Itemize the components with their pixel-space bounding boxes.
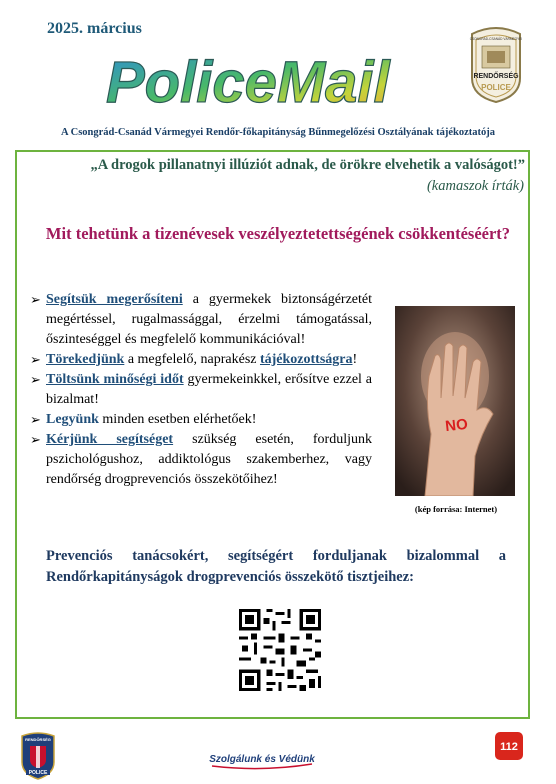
arrow-bullet-icon: ➢ <box>30 292 41 307</box>
badge-mid-text: RENDŐRSÉG <box>473 73 519 80</box>
quote-source: (kamaszok írták) <box>426 178 524 194</box>
tip-text: a megfelelő, naprakész <box>124 352 260 367</box>
arrow-bullet-icon: ➢ <box>30 432 41 447</box>
tip-strong: Kérjünk segítséget <box>46 432 174 447</box>
tip-item <box>30 370 372 410</box>
tip-strong: Legyünk <box>46 412 99 427</box>
tip-text: a gyermekek biztonságérzetét megértéssel, rugalmassággal, érzelmi támogatással, őszinteséggel és megfelelő kommunikációval! <box>46 292 372 347</box>
bottom-badge-bottom-text: POLICE <box>28 770 48 776</box>
question-heading: Mit tehetünk a tizenévesek veszélyeztetettségének csökkentéséért? <box>45 224 511 243</box>
motto-text: Szolgálunk és Védünk <box>209 754 315 765</box>
tip-strong: Törekedjünk <box>46 352 125 367</box>
tip-strong: Töltsünk minőségi időt <box>46 372 184 387</box>
emergency-112-logo <box>495 732 523 760</box>
tip-item <box>30 430 372 490</box>
tip-text: gyermekeinkkel, erősítve ezzel a bizalmat! <box>46 372 372 407</box>
photo-credit: (kép forrása: Internet) <box>414 504 498 514</box>
motto-logo <box>208 748 316 770</box>
logo-text: PoliceMail <box>106 50 390 114</box>
tips-list <box>30 290 372 490</box>
policemail-logo <box>98 44 428 114</box>
quote-text: „A drogok pillanatnyi illúziót adnak, de örökre elvehetik a valóságot!” <box>90 157 525 173</box>
tip-text: minden esetben elérhetőek! <box>98 412 257 427</box>
emergency-number: 112 <box>500 741 518 753</box>
arrow-bullet-icon: ➢ <box>30 412 41 427</box>
contact-text: Prevenciós tanácsokért, segítségért forduljanak bizalommal a Rendőrkapitányságok drogprevenciós összekötő tisztjeihez: <box>46 548 506 585</box>
photo-sign-text: NO <box>444 415 469 436</box>
badge-top-text: CSONGRÁD-CSANÁD VÁRMEGYEI <box>469 37 523 41</box>
police-shield-logo <box>18 730 58 780</box>
tip-item <box>30 290 372 350</box>
badge-bottom-text: POLICE <box>481 83 511 92</box>
qr-code[interactable] <box>236 606 324 694</box>
bottom-badge-top-text: RENDŐRSÉG <box>25 737 51 742</box>
tip-text: ! <box>352 352 358 367</box>
date: 2025. március <box>47 20 142 37</box>
tip-item <box>30 350 372 370</box>
tip-text: szükség esetén, forduljunk pszichológushoz, addiktológus szakemberhez, vagy rendőrség drogprevenciós összekötőihez! <box>46 432 372 487</box>
hand-no-photo <box>395 306 515 496</box>
tip-strong: tájékozottságra <box>259 352 353 367</box>
arrow-bullet-icon: ➢ <box>30 352 41 367</box>
tip-strong: Segítsük megerősíteni <box>46 292 183 307</box>
police-badge-logo <box>466 22 526 104</box>
subtitle: A Csongrád-Csanád Vármegyei Rendőr-főkapitányság Bűnmegelőzési Osztályának tájékoztatója <box>61 127 495 138</box>
tip-item <box>30 410 372 430</box>
arrow-bullet-icon: ➢ <box>30 372 41 387</box>
